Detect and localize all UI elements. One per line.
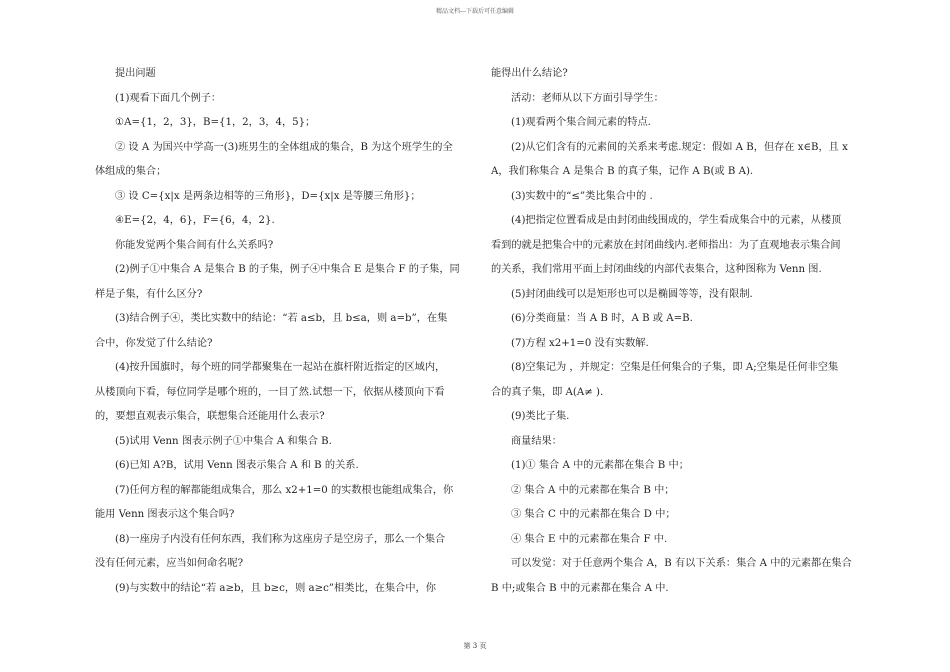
text-line: ② 集合 A 中的元素都在集合 B 中；	[511, 484, 675, 496]
text-line: 活动：老师从以下方面引导学生：	[511, 92, 664, 104]
text-line: 能用 Venn 图表示这个集合吗?	[95, 509, 235, 520]
text-line: (4)按升国旗时，每个班的同学都聚集在一起站在旗杆附近指定的区域内，	[115, 362, 446, 373]
text-line: 商量结果：	[511, 435, 562, 447]
text-line: ③ 集合 C 中的元素都在集合 D 中；	[511, 509, 676, 520]
text-line: 你能发觉两个集合间有什么关系吗?	[115, 239, 274, 251]
text-line: (6)分类商量：当 A B 时，A B 或 A=B.	[511, 313, 693, 324]
text-line: A，我们称集合 A 是集合 B 的真子集，记作 A B(或 B A).	[491, 166, 754, 177]
text-line: (7)任何方程的解都能组成集合，那么 x2+1=0 的实数根也能组成集合，你	[115, 484, 454, 496]
text-line: ④ 集合 E 中的元素都在集合 F 中.	[511, 533, 668, 545]
text-line: 看到的就是把集合中的元素放在封闭曲线内.老师指出：为了直观地表示集合间	[491, 239, 841, 251]
text-line: 的关系，我们常用平面上封闭曲线的内部代表集合，这种图称为 Venn 图.	[491, 264, 822, 275]
page-header: 精品文档---下载后可任意编辑	[435, 8, 515, 15]
text-line: (1)观看两个集合间元素的特点.	[511, 117, 651, 128]
text-line: (3)结合例子④，类比实数中的结论：“若 a≤b，且 b≤a，则 a=b”，在集	[115, 313, 448, 324]
right-column	[491, 62, 883, 601]
text-line: 没有任何元素，应当如何命名呢?	[95, 558, 244, 569]
page-number: 第 3 页	[463, 642, 487, 650]
text-line: 可以发觉：对于任意两个集合 A，B 有以下关系：集合 A 中的元素都在集合	[511, 558, 852, 569]
text-line: (8)一座房子内没有任何东西，我们称为这座房子是空房子，那么一个集合	[115, 533, 446, 545]
text-line: (5)封闭曲线可以是矩形也可以是椭圆等等，没有限制.	[511, 288, 753, 300]
text-line: 合中，你发觉了什么结论?	[95, 337, 213, 349]
text-line: 体组成的集合；	[95, 166, 167, 177]
text-line: (2)例子①中集合 A 是集合 B 的子集，例子④中集合 E 是集合 F 的子集，同	[115, 264, 460, 275]
text-line: ①A={1，2，3}，B={1，2，3，4，5}；	[115, 117, 316, 128]
text-line: 的，要想直观表示集合，联想集合还能用什么表示?	[95, 411, 325, 422]
text-line: (2)从它们含有的元素间的关系来考虑.规定：假如 A B，但存在 x∈B，且 x	[511, 141, 848, 153]
text-line: 样是子集，有什么区分?	[95, 288, 203, 300]
text-line: (6)已知 A?B，试用 Venn 图表示集合 A 和 B 的关系.	[115, 460, 359, 471]
text-line: B 中;或集合 B 中的元素都在集合 A 中.	[491, 582, 669, 594]
text-line: 从楼顶向下看，每位同学是哪个班的，一目了然.试想一下，依据从楼顶向下看	[95, 386, 445, 398]
text-line: (5)试用 Venn 图表示例子①中集合 A 和集合 B.	[115, 435, 332, 447]
text-line: (8)空集记为 ，并规定：空集是任何集合的子集，即 A;空集是任何非空集	[511, 362, 839, 373]
text-line: 能得出什么结论?	[491, 68, 568, 79]
left-column	[95, 62, 467, 601]
text-line: (7)方程 x2+1=0 没有实数解.	[511, 337, 649, 349]
text-line: (9)与实数中的结论“若 a≥b，且 b≥c，则 a≥c”相类比，在集合中，你	[115, 582, 436, 594]
text-line: ② 设 A 为国兴中学高一(3)班男生的全体组成的集合，B 为这个班学生的全	[115, 141, 453, 153]
text-line: ③ 设 C={x|x 是两条边相等的三角形}，D={x|x 是等腰三角形}；	[115, 190, 421, 202]
text-line: 提出问题	[115, 68, 156, 79]
text-line: (9)类比子集.	[511, 411, 570, 422]
text-line: (4)把指定位置看成是由封闭曲线围成的，学生看成集合中的元素，从楼顶	[511, 215, 842, 226]
text-line: ④E={2，4，6}，F={6，4，2}.	[115, 215, 275, 226]
text-line: (1)观看下面几个例子：	[115, 92, 222, 104]
text-line: (3)实数中的“≤”类比集合中的 .	[511, 190, 653, 202]
text-line: (1)① 集合 A 中的元素都在集合 B 中；	[511, 460, 689, 471]
text-line: 合的真子集，即 A(A≠ ).	[491, 386, 604, 398]
